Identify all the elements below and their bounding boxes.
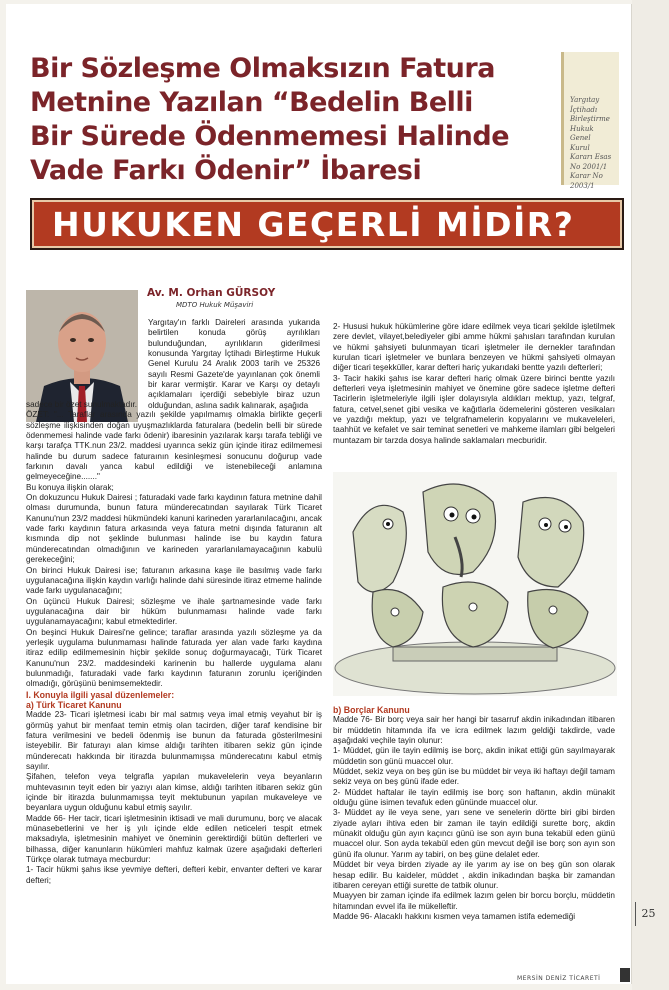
- paragraph: Müddet bir veya birden ziyade ay ile yarım ay ise on beş gün son olarak hesap edilir. Bu kaideler, müddet , akdin inikadından başka bir zamandan itibaren cereyan ettiği surette de tatbik olunur.: [333, 860, 615, 890]
- reference-line: Yargıtay: [570, 96, 600, 104]
- title-line: Bir Sözleşme Olmaksızın Fatura: [30, 53, 495, 84]
- publication-logo-icon: [620, 968, 630, 982]
- paragraph: On beşinci Hukuk Dairesi'ne gelince; taraflar arasında yazılı sözleşme ya da yerleşik uygulama bulunmaması halinde faturada yer alan vade farkı kaydına itiraz edilip edilmemesinin hiçbir şekilde sonuç doğurmayacağı, Türk Ticaret Kanunu'nun 23/2. maddesindeki karinenin bu hallerde uygulama alanı bulunmadığı, faturadaki vade farkı kaydının faturanın zorunlu içeriğinden olmadığı, görüşünü benimsemektedir.: [26, 627, 322, 689]
- title-line: Bir Sürede Ödenmemesi Halinde: [30, 121, 510, 152]
- right-column-bottom: [333, 705, 615, 922]
- reference-line: 2003/1: [570, 181, 595, 190]
- paragraph: Müddet, sekiz veya on beş gün ise bu müddet bir veya iki haftayı değil tamam sekiz veya on beş günü ifade eder.: [333, 767, 615, 787]
- intro-paragraph: Yargıtay'ın farklı Daireleri arasında yukarıda belirtilen konuda görüş ayrılıkları bulunduğundan, ayrılıkların giderilmesi konusunda Yargıtay İçtihadı Birleştirme Hukuk Genel Kurulu 24 Aralık 2003 tarih ve 25326 sayılı Resmi Gazete'de yayınlanan çok önemli bir karar vermiştir. Karar ve Karşı oy detaylı açıklamaları içerdiği sebebiyle biraz uzun olduğundan, aslına sadık kalınarak, aşağıda: [148, 318, 320, 410]
- page-number: 25: [635, 902, 661, 926]
- paragraph: Madde 23- Ticari işletmesi icabı bir mal satmış veya imal etmiş veyahut bir iş görmüş yahut bir menfaat temin etmiş olan tacirden, diğer taraf kendisine bir fatura verilmesini ve bedeli ödenmiş ise bunun da faturada gösterilmesini isteyebilir. Bir faturayı alan kimse aldığı tarihten itibaren sekiz gün içinde münderecatı hakkında bir itirazda bulunmamışsa münderecatını kabul etmiş sayılır.: [26, 710, 322, 772]
- title-line: Vade Farkı Ödenir” İbaresi: [30, 155, 422, 186]
- paragraph: Madde 76- Bir borç veya sair her hangi bir tasarruf akdin inikadından itibaren bir müddetin hitamında ifa ve icra edilmek lazım geldiği takdirde, vade aşağıdaki veçhile tayin olunur:: [333, 715, 615, 746]
- paragraph: Bu konuya ilişkin olarak;: [26, 482, 114, 492]
- right-column-top: [333, 322, 615, 446]
- paragraph: 1- Müddet, gün ile tayin edilmiş ise borç, akdin inikat ettiği gün sayılmayarak müddetin son günü muaccel olur.: [333, 746, 615, 766]
- reference-line: Karar No: [570, 172, 603, 180]
- subsection-heading: b) Borçlar Kanunu: [333, 705, 410, 715]
- author-name: Av. M. Orhan GÜRSOY: [147, 287, 276, 299]
- paragraph: Muayyen bir zaman içinde ifa edilmek lazım gelen bir borcu borçlu, müddetin hitamından evvel ifa ile mükelleftir.: [333, 891, 615, 911]
- paragraph: Şifahen, telefon veya telgrafla yapılan mukavelelerin veya beyanların muhtevasının teyit eden bir yazıyı alan kimse, aldığı tarihten itibaren sekiz gün içinde bir itirazda bulunmamışsa teyit mektubunun yapılan mukaveleye ve beyanlara uygun olduğunu kabul etmiş sayılır.: [26, 772, 322, 813]
- paragraph: 3- Müddet ay ile veya sene, yarı sene ve senelerin dörtte biri gibi birden ziyade ayları ihtiva eden bir zaman ile tayin edildiği surette borç, akdin münakit olduğu gün ayın kaçıncı günü ise son ayın buna tekabül eden günü muaccel olur. Son ayda tekabül eden gün mevcut değil ise borç son ayın son günü ifa olunur. Yarım ay tabiri, on beş güne delalet eder.: [333, 808, 615, 859]
- paragraph: 2- Müddet haftalar ile tayin edilmiş ise borç son haftanın, akdin münakit olduğu güne isimen tevafuk eden gününde muaccel olur.: [333, 787, 615, 808]
- article-title: [30, 52, 560, 188]
- paragraph: On üçüncü Hukuk Dairesi; sözleşme ve ihale şartnamesinde vade farkı uygulanacağına dair bir hüküm bulunmaması halinde vade farkı uygulanamayacağını; kabul etmektedirler.: [26, 596, 322, 627]
- headline-banner: [30, 198, 624, 250]
- footer-publication: MERSİN DENİZ TİCARETİ: [517, 975, 601, 982]
- binding-strip: [632, 0, 669, 990]
- paragraph: On birinci Hukuk Dairesi ise; faturanın arkasına kaşe ile basılmış vade farkı uygulanacağına ilişkin kaydın varlığı halinde dahi süresinde itiraz etmeme halinde vade farkı uygulanacağını;: [26, 565, 322, 596]
- title-line: Metnine Yazılan “Bedelin Belli: [30, 87, 473, 118]
- reference-line: Hukuk Genel: [570, 124, 594, 142]
- reference-line: No 2001/1: [570, 162, 608, 171]
- paragraph: 3- Tacir hakiki şahıs ise karar defteri hariç olmak üzere birinci bentte yazılı defterleri veya işletmesinin mahiyet ve önemine göre sadece işletme defteri Tacirlerin işletmeleriyle ilgili işler dolayısıyla aldıkları mektup, yazı, telgraf, fatura, cetvel,senet gibi vesika ve kağıtlarla ödemelerini gösteren vesikaları ve yazdığı mektup, yazı ve telgrafnamelerin kopyalarını ve mukaveleleri, taahhüt ve kefalet ve sair teminat senetleri ve mahkeme ilamları gibi belgeleri muntazam bir tarzda dosya halinde saklamaları mecburidir.: [333, 373, 615, 445]
- reference-line: Kararı Esas: [570, 153, 612, 161]
- paragraph: Madde 66- Her tacir, ticari işletmesinin iktisadi ve mali durumunu, borç ve alacak münasebetlerini ve her iş yılı içinde elde edilen neticeleri tespit etmek maksadıyla, işletmesinin mahiyet ve öneminin gerektirdiği bütün defterleri ve bilhassa, diğer kanunların hükümleri mahfuz kalmak üzere aşağıdaki defterleri Türkçe olarak tutmaya mecburdur:: [26, 813, 322, 865]
- reference-box: [561, 52, 619, 190]
- cartoon-illustration: [333, 472, 617, 696]
- subsection-heading: a) Türk Ticaret Kanunu: [26, 699, 122, 710]
- reference-line: İçtihadı: [570, 105, 598, 114]
- banner-text: HUKUKEN GEÇERLİ MİDİR?: [52, 205, 575, 244]
- paragraph: Madde 96- Alacaklı hakkını kısmen veya tamamen istifa edemediği: [333, 911, 576, 921]
- reference-line: Kurul: [570, 143, 590, 152]
- section-heading: I. Konuyla ilgili yasal düzenlemeler:: [26, 689, 175, 700]
- left-column: [26, 400, 322, 886]
- paragraph: 1- Tacir hükmi şahıs ikse yevmiye defteri, defteri kebir, envanter defteri ve karar defteri;: [26, 865, 322, 885]
- paragraph: On dokuzuncu Hukuk Dairesi ; faturadaki vade farkı kaydının fatura metnine dahil olması durumunda, bunun fatura münderecatından sayılarak Türk Ticaret Kanunu'nun 23/2 maddesi hükmündeki kanuni karineden yararlanılacağını, ancak vade farkı kaydının fatura arkasında veya fatura metni dışında faturanın alt kısmında dip not şeklinde bulunması halinde ise bu kaydın fatura münderecatından olmadığının ve karineden yararlanılamayacağının kabulü gerekeceğini;: [26, 493, 322, 565]
- paragraph: sadece bir özet sunulmaktadır.: [26, 400, 138, 409]
- intro-column: [148, 318, 320, 411]
- author-title: MDTO Hukuk Müşaviri: [176, 301, 254, 309]
- reference-line: Birleştirme: [570, 115, 610, 123]
- paragraph: ÖZET: "... Taraflar arasında yazılı şekilde yapılmamış olmakla birlikte geçerli sözleşme ilişkisinden doğan uyuşmazlıklarda faturalara (bedelin belli bir sürede ödenmemesi halinde vade farkı ödenir) ibaresinin yazılarak karşı tarafa tebliği ve karşı tarafça TTK.nun 23/2. maddesi uyarınca sekiz gün içinde itiraz edilmemesi halinde bu durum sadece faturaının kesinleşmesi sonucunu doğurup vade farkının davalı yanca kabul edildiği ve istenebileceği anlamına gelmeyeceğine.......": [26, 410, 322, 482]
- paragraph: 2- Hususi hukuk hükümlerine göre idare edilmek veya ticari şekilde işletilmek zere devlet, vilayet,belediyeler gibi amme hükmi şahısları tarafından kurulan ve hükmi şahsiyeti bulunmayan ticari işletmeler ile dernekler tarafından kurulan ticari işletmeler ve bunlara benzeyen ve hükmi şahsiyeti olmayan diğer ticari teşekküller, karar defteri hariç yukarıdaki bentte yazılı defterleri;: [333, 322, 615, 373]
